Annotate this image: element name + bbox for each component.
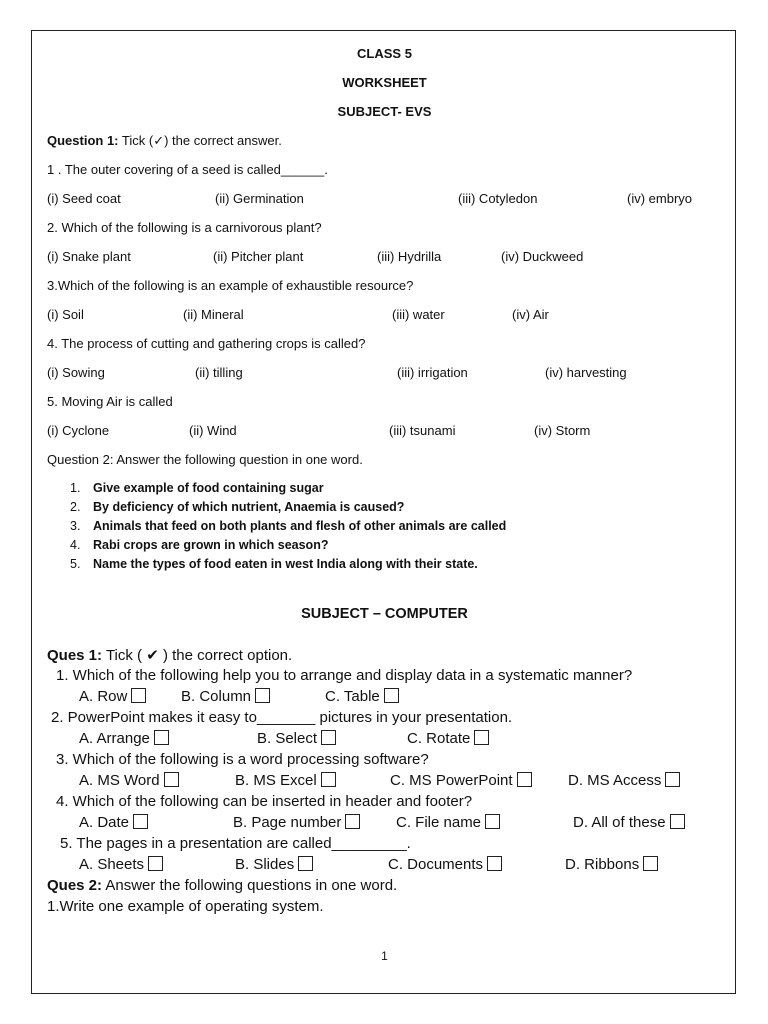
evs-option: (iii) Cotyledon	[458, 191, 538, 206]
evs-option: (i) Sowing	[47, 365, 105, 380]
option-ms-powerpoint[interactable]	[390, 772, 532, 789]
computer-q1-label: Ques 1:	[47, 647, 103, 664]
list-item: Rabi crops are grown in which season?	[93, 538, 329, 552]
computer-question-text: 4. Which of the following can be inserted in header and footer?	[56, 793, 473, 810]
option-label: B. Select	[257, 730, 318, 747]
evs-option: (iv) Air	[512, 307, 549, 322]
computer-question-2-heading	[47, 877, 397, 894]
list-item-number: 5.	[70, 557, 81, 571]
option-label: D. All of these	[573, 814, 666, 831]
computer-q2-item: 1.Write one example of operating system.	[47, 898, 324, 915]
checkbox[interactable]	[164, 772, 179, 787]
option-ms-word[interactable]	[79, 772, 179, 789]
option-label: A. Arrange	[79, 730, 150, 747]
checkbox[interactable]	[154, 730, 169, 745]
option-table[interactable]	[325, 688, 399, 705]
option-label: D. Ribbons	[565, 856, 640, 873]
option-all-of-these[interactable]	[573, 814, 685, 831]
class-heading: CLASS 5	[357, 46, 412, 61]
option-select[interactable]	[257, 730, 336, 747]
evs-option: (ii) tilling	[195, 365, 243, 380]
evs-question-2-heading: Question 2: Answer the following question in one word.	[47, 452, 363, 467]
subject-computer-heading: SUBJECT – COMPUTER	[301, 606, 468, 622]
list-item: Give example of food containing sugar	[93, 481, 324, 495]
option-page-number[interactable]	[233, 814, 360, 831]
checkbox[interactable]	[643, 856, 658, 871]
evs-option: (i) Snake plant	[47, 249, 131, 264]
evs-option: (ii) Mineral	[183, 307, 244, 322]
computer-q2-text: Answer the following questions in one word.	[105, 877, 398, 894]
option-label: C. File name	[396, 814, 482, 831]
option-label: B. Column	[181, 688, 252, 705]
computer-q2-label: Ques 2:	[47, 877, 103, 894]
option-label: A. Row	[79, 688, 128, 705]
option-label: C. Table	[325, 688, 380, 705]
evs-option: (iv) Duckweed	[501, 249, 584, 264]
evs-option: (ii) Germination	[215, 191, 304, 206]
worksheet-page	[31, 30, 736, 994]
option-column[interactable]	[181, 688, 270, 705]
evs-question-text: 3.Which of the following is an example of exhaustible resource?	[47, 278, 414, 293]
checkbox[interactable]	[321, 772, 336, 787]
checkbox[interactable]	[148, 856, 163, 871]
list-item-number: 3.	[70, 519, 81, 533]
option-label: B. Page number	[233, 814, 342, 831]
option-label: B. MS Excel	[235, 772, 317, 789]
evs-question-text: 5. Moving Air is called	[47, 394, 173, 409]
option-slides[interactable]	[235, 856, 313, 873]
option-ms-excel[interactable]	[235, 772, 336, 789]
computer-question-text: 3. Which of the following is a word processing software?	[56, 751, 429, 768]
evs-q1-text: Tick (✓) the correct answer.	[121, 133, 282, 148]
option-date[interactable]	[79, 814, 148, 831]
option-label: D. MS Access	[568, 772, 662, 789]
computer-question-text: 5. The pages in a presentation are called_________.	[60, 835, 411, 852]
evs-option: (ii) Wind	[189, 423, 237, 438]
evs-option: (iii) tsunami	[389, 423, 456, 438]
checkbox[interactable]	[474, 730, 489, 745]
option-ms-access[interactable]	[568, 772, 680, 789]
list-item-number: 2.	[70, 500, 81, 514]
option-label: C. Documents	[388, 856, 484, 873]
evs-question-1-heading	[47, 133, 282, 149]
evs-question-text: 1 . The outer covering of a seed is called______.	[47, 162, 328, 177]
checkbox[interactable]	[345, 814, 360, 829]
evs-option: (i) Cyclone	[47, 423, 110, 438]
checkbox[interactable]	[131, 688, 146, 703]
evs-option: (i) Soil	[47, 307, 84, 322]
option-arrange[interactable]	[79, 730, 169, 747]
list-item-number: 4.	[70, 538, 81, 552]
option-label: A. Sheets	[79, 856, 145, 873]
subject-evs-heading: SUBJECT- EVS	[337, 104, 432, 119]
option-label: A. MS Word	[79, 772, 160, 789]
option-label: B. Slides	[235, 856, 295, 873]
list-item: Name the types of food eaten in west India along with their state.	[93, 557, 478, 571]
checkbox[interactable]	[517, 772, 532, 787]
option-label: C. Rotate	[407, 730, 471, 747]
evs-q1-label: Question 1:	[47, 133, 119, 148]
option-row[interactable]	[79, 688, 146, 705]
evs-question-text: 2. Which of the following is a carnivorous plant?	[47, 220, 322, 235]
evs-option: (iv) harvesting	[545, 365, 627, 380]
checkbox[interactable]	[670, 814, 685, 829]
checkbox[interactable]	[321, 730, 336, 745]
page-number: 1	[381, 949, 388, 963]
list-item: By deficiency of which nutrient, Anaemia is caused?	[93, 500, 405, 514]
option-documents[interactable]	[388, 856, 502, 873]
checkbox[interactable]	[384, 688, 399, 703]
option-label: C. MS PowerPoint	[390, 772, 513, 789]
evs-option: (i) Seed coat	[47, 191, 121, 206]
option-rotate[interactable]	[407, 730, 489, 747]
checkbox[interactable]	[487, 856, 502, 871]
list-item: Animals that feed on both plants and flesh of other animals are called	[93, 519, 507, 533]
computer-q1-text: Tick ( ✔ ) the correct option.	[105, 647, 293, 664]
computer-question-text: 1. Which of the following help you to arrange and display data in a systematic manner?	[56, 667, 633, 684]
evs-option: (iii) Hydrilla	[377, 249, 442, 264]
option-label: A. Date	[79, 814, 130, 831]
option-file-name[interactable]	[396, 814, 500, 831]
evs-option: (ii) Pitcher plant	[213, 249, 304, 264]
checkbox[interactable]	[485, 814, 500, 829]
computer-question-text: 2. PowerPoint makes it easy to_______ pictures in your presentation.	[51, 709, 513, 726]
option-sheets[interactable]	[79, 856, 163, 873]
evs-option: (iv) Storm	[534, 423, 591, 438]
evs-question-text: 4. The process of cutting and gathering crops is called?	[47, 336, 366, 351]
evs-option: (iv) embryo	[627, 191, 693, 206]
checkbox[interactable]	[255, 688, 270, 703]
option-ribbons[interactable]	[565, 856, 658, 873]
evs-option: (iii) water	[392, 307, 445, 322]
checkbox[interactable]	[665, 772, 680, 787]
list-item-number: 1.	[70, 481, 81, 495]
evs-option: (iii) irrigation	[397, 365, 468, 380]
computer-question-1-heading	[47, 646, 292, 664]
checkbox[interactable]	[133, 814, 148, 829]
checkbox[interactable]	[298, 856, 313, 871]
worksheet-heading: WORKSHEET	[342, 75, 427, 90]
